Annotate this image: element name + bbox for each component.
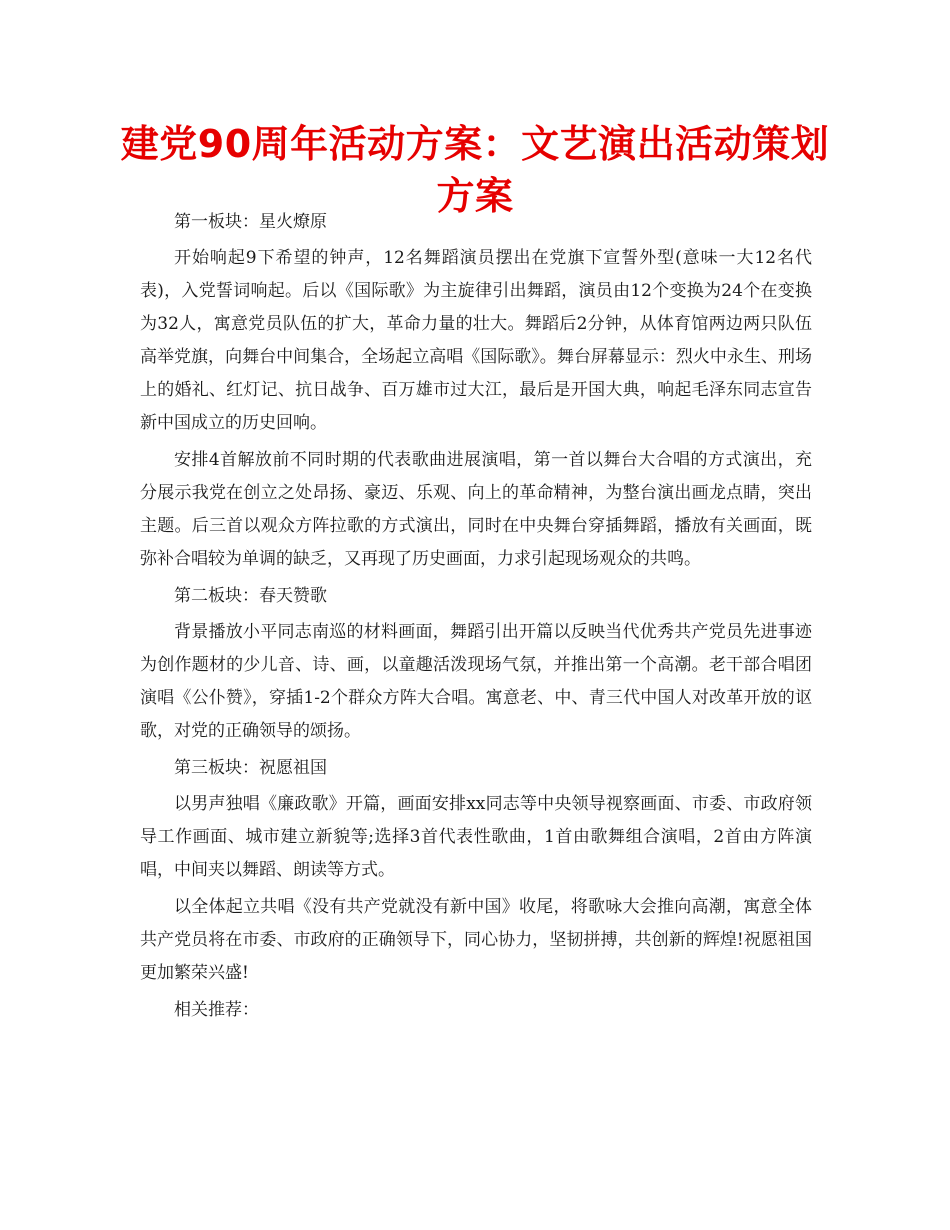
section-heading: 第二板块：春天赞歌 xyxy=(174,586,327,606)
section-heading: 第一板块：星火燎原 xyxy=(174,212,327,232)
paragraph: 背景播放小平同志南巡的材料画面，舞蹈引出开篇以反映当代优秀共产党员先进事迹为创作题材的少儿音、诗、画，以童趣活泼现场气氛，并推出第一个高潮。老干部合唱团演唱《公仆赞》，穿插1-2个群众方阵大合唱。寓意老、中、青三代中国人对改革开放的讴歌，对党的正确领导的颂扬。 xyxy=(140,622,812,741)
document-body xyxy=(140,206,812,1030)
section-heading: 第三板块：祝愿祖国 xyxy=(174,758,327,778)
paragraph: 开始响起9下希望的钟声，12名舞蹈演员摆出在党旗下宣誓外型(意味一大12名代表)，入党誓词响起。后以《国际歌》为主旋律引出舞蹈，演员由12个变换为24个在变换为32人，寓意党员队伍的扩大，革命力量的壮大。舞蹈后2分钟，从体育馆两边两只队伍高举党旗，向舞台中间集合，全场起立高唱《国际歌》。舞台屏幕显示：烈火中永生、刑场上的婚礼、红灯记、抗日战争、百万雄市过大江，最后是开国大典，响起毛泽东同志宣告新中国成立的历史回响。 xyxy=(140,248,812,433)
related-recommendations-label: 相关推荐： xyxy=(174,1000,259,1020)
document-title: 建党90周年活动方案：文艺演出活动策划方案 xyxy=(120,122,830,218)
paragraph: 以全体起立共唱《没有共产党就没有新中国》收尾，将歌咏大会推向高潮，寓意全体共产党员将在市委、市政府的正确领导下，同心协力，坚韧拼搏，共创新的辉煌!祝愿祖国更加繁荣兴盛! xyxy=(140,897,812,983)
paragraph: 以男声独唱《廉政歌》开篇，画面安排xx同志等中央领导视察画面、市委、市政府领导工作画面、城市建立新貌等;选择3首代表性歌曲，1首由歌舞组合演唱，2首由方阵演唱，中间夹以舞蹈、朗读等方式。 xyxy=(140,794,812,880)
paragraph: 安排4首解放前不同时期的代表歌曲进展演唱，第一首以舞台大合唱的方式演出，充分展示我党在创立之处昂扬、豪迈、乐观、向上的革命精神，为整台演出画龙点睛，突出主题。后三首以观众方阵拉歌的方式演出，同时在中央舞台穿插舞蹈，播放有关画面，既弥补合唱较为单调的缺乏，又再现了历史画面，力求引起现场观众的共鸣。 xyxy=(140,450,812,569)
